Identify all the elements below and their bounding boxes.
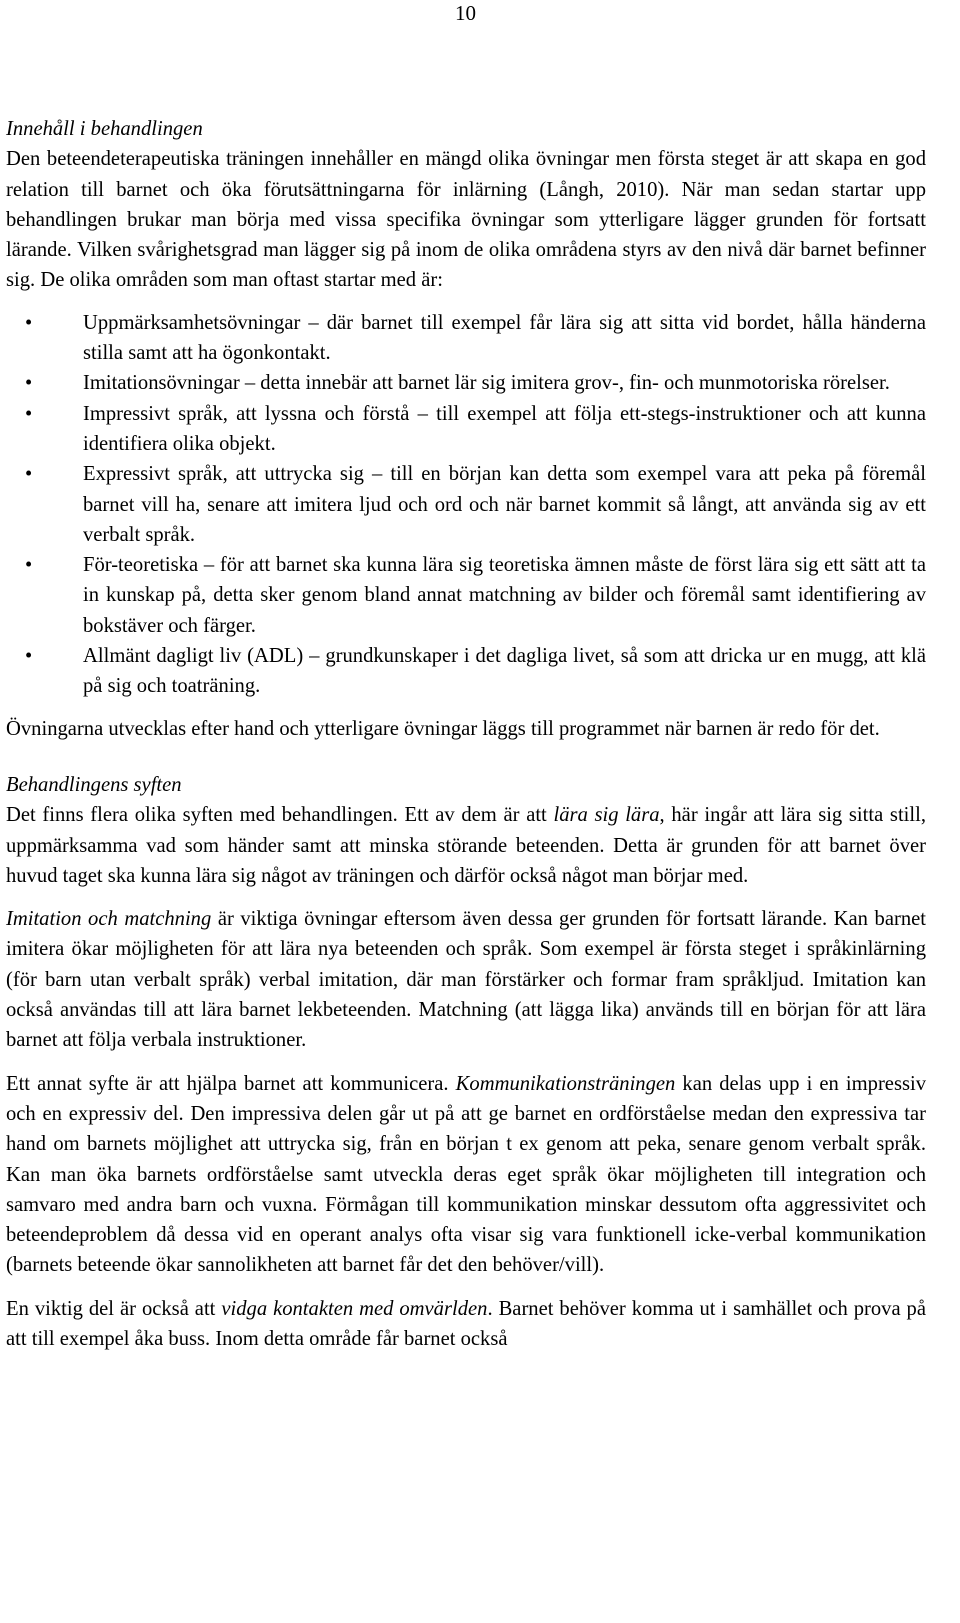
list-item-text: Expressivt språk, att uttrycka sig – till en början kan detta som exempel vara att peka på föremål barnet vill ha, senare att imitera ljud och ord och när barnet kommit så långt, att använda sig av ett verbalt språk.	[83, 463, 926, 546]
section-heading-innehall: Innehåll i behandlingen	[6, 118, 203, 140]
bullet-icon: •	[25, 554, 33, 577]
intro-paragraph: Den beteendeterapeutiska träningen innehåller en mängd olika övningar men första steget är att skapa en god relation till barnet och öka förutsättningarna för inlärning (Långh, 2010). När man sedan startar upp behandlingen brukar man börja med vissa specifika övningar som ytterligare lägger grunden för fortsatt lärande. Vilken svårighetsgrad man lägger sig på inom de olika områdena styrs av den nivå där barnet befinner sig. De olika områden som man oftast startar med är:	[6, 148, 926, 292]
bullet-icon: •	[25, 463, 33, 486]
purpose-paragraph-2	[6, 904, 926, 1055]
list-item-text: Imitationsövningar – detta innebär att barnet lär sig imitera grov-, fin- och munmotoriska rörelser.	[83, 372, 890, 395]
list-item-text: Allmänt dagligt liv (ADL) – grundkunskaper i det dagliga livet, så som att dricka ur en mugg, att klä på sig och toaträning.	[83, 645, 926, 698]
paragraph-text: är viktiga övningar eftersom även dessa ger grunden för fortsatt lärande. Kan barnet imitera ökar möjligheten för att lära nya beteenden och språk. Som exempel är första steget i språkinlärning (för barn utan verbalt språk) verbal imitation, där man förstärker och formar fram språkljud. Imitation kan också användas till att lära barnet lekbeteenden. Matchning (att lägga lika) används till en början för att lära barnet att följa verbala instruktioner.	[6, 908, 926, 1052]
purpose-paragraph-4	[6, 1294, 926, 1355]
emphasis-text: Imitation och matchning	[6, 908, 212, 931]
emphasis-text: Kommunikationsträningen	[455, 1072, 676, 1095]
bullet-icon: •	[25, 372, 33, 395]
paragraph-text: En viktig del är också att	[6, 1297, 222, 1320]
list-item	[6, 399, 926, 460]
bullet-icon: •	[25, 645, 33, 668]
emphasis-text: lära sig lära	[553, 804, 660, 827]
purpose-paragraph-1	[6, 800, 926, 891]
paragraph-text: , här ingår att lära sig sitta still, uppmärksamma vad som händer samt att minska störande beteenden. Detta är grunden för att barnet över huvud taget ska kunna lära sig något av träningen och därför också något man börjar med.	[6, 804, 926, 887]
training-areas-list	[6, 308, 926, 702]
paragraph-text: . Barnet behöver komma ut i samhället och prova på att till exempel åka buss. Inom detta område får barnet också	[6, 1297, 926, 1350]
section-heading-syften: Behandlingens syften	[6, 773, 182, 796]
closing-paragraph: Övningarna utvecklas efter hand och ytterligare övningar läggs till programmet när barnen är redo för det.	[6, 717, 880, 740]
list-item	[6, 641, 926, 702]
page-number: 10	[455, 1, 476, 25]
bullet-icon: •	[25, 311, 33, 334]
purpose-paragraph-3	[6, 1069, 926, 1281]
list-item-text: Impressivt språk, att lyssna och förstå – till exempel att följa ett-stegs-instruktioner och att kunna identifiera olika objekt.	[83, 402, 926, 455]
list-item-text: För-teoretiska – för att barnet ska kunna lära sig teoretiska ämnen måste de först lära sig ett sätt att ta in kunskap på, detta sker genom bland annat matchning av bilder och föremål samt identifiering av bokstäver och färger.	[83, 554, 926, 637]
list-item	[6, 368, 926, 398]
emphasis-text: vidga kontakten med omvärlden	[221, 1297, 488, 1320]
paragraph-text: Ett annat syfte är att hjälpa barnet att kommunicera.	[6, 1072, 456, 1095]
list-item	[6, 308, 926, 369]
list-item-text: Uppmärksamhetsövningar – där barnet till exempel får lära sig att sitta vid bordet, hålla händerna stilla samt att ha ögonkontakt.	[83, 311, 926, 365]
paragraph-text: kan delas upp i en impressiv och en expressiv del. Den impressiva delen går ut på att ge barnet en ordförståelse medan den expressiva tar hand om barnets möjlighet att uttrycka sig, från en början t ex genom att peka, senare genom verbalt språk. Kan man öka barnets ordförståelse samt utveckla deras eget språk ökar möjligheten till integration och samvaro med andra barn och vuxna. Förmågan till kommunikation minskar dessutom ofta aggressivitet och beteendeproblem då dessa vid en operant analys ofta visar sig vara funktionell icke-verbal kommunikation (barnets beteende ökar sannolikheten att barnet får det den behöver/vill).	[6, 1072, 926, 1277]
page-content	[6, 114, 926, 1354]
list-item	[6, 459, 926, 550]
paragraph-text: Det finns flera olika syften med behandlingen. Ett av dem är att	[6, 804, 554, 827]
bullet-icon: •	[25, 402, 33, 425]
list-item	[6, 550, 926, 641]
